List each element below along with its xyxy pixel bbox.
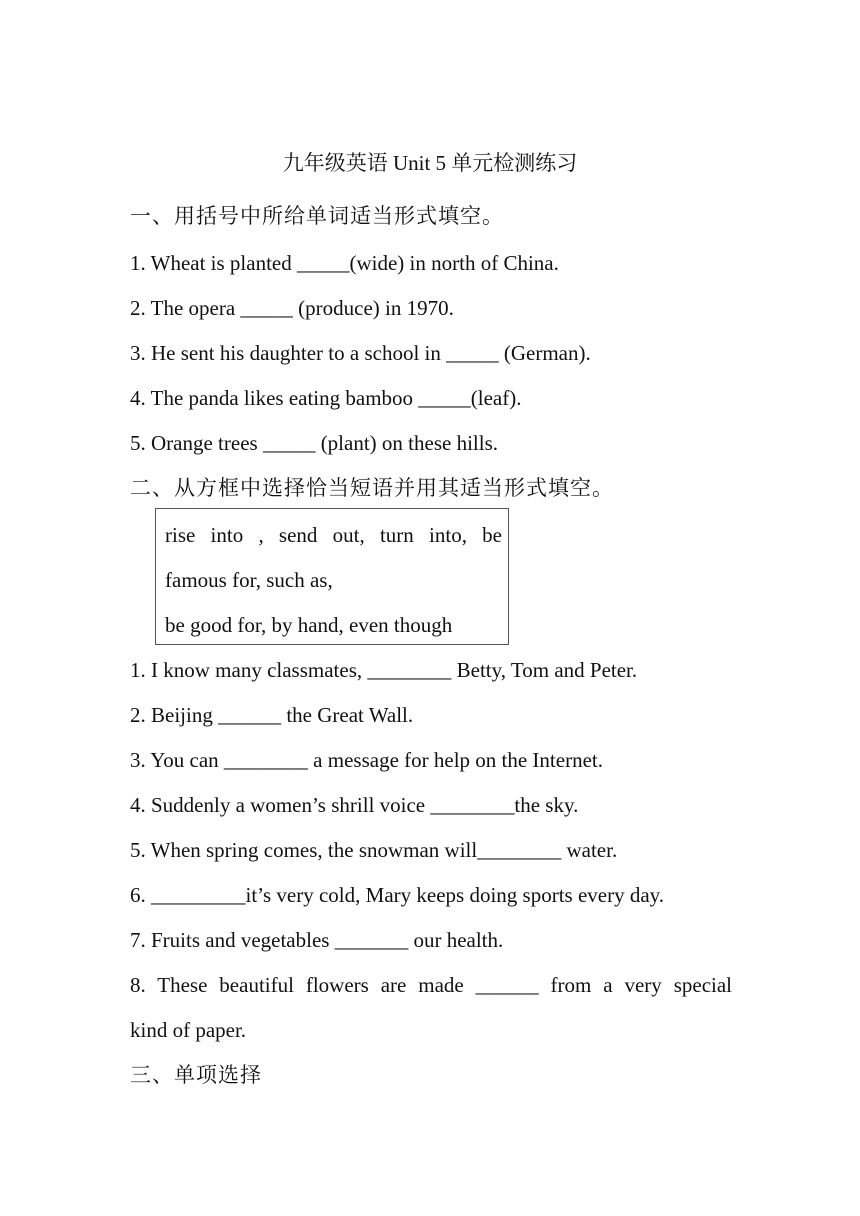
exercise-2-item-8: 8. These beautiful flowers are made ______ from a very special	[130, 973, 732, 997]
page-title: 九年级英语 Unit 5 单元检测练习	[282, 151, 578, 175]
exercise-2-item-1: 1. I know many classmates, ________ Betty, Tom and Peter.	[130, 658, 638, 682]
exercise-1-item-5: 5. Orange trees _____ (plant) on these hills.	[130, 431, 498, 455]
phrase-box-line-1: rise into , send out, turn into, be	[165, 523, 502, 547]
exercise-1-item-4: 4. The panda likes eating bamboo _____(leaf).	[130, 386, 522, 410]
section-2-heading: 二、从方框中选择恰当短语并用其适当形式填空。	[130, 476, 614, 500]
section-3-heading: 三、单项选择	[130, 1063, 262, 1087]
exercise-2-item-6: 6. _________it’s very cold, Mary keeps doing sports every day.	[130, 883, 665, 907]
exercise-2-item-5: 5. When spring comes, the snowman will________ water.	[130, 838, 618, 862]
exercise-1-item-2: 2. The opera _____ (produce) in 1970.	[130, 296, 454, 320]
phrase-box	[155, 508, 509, 645]
phrase-box-line-2: famous for, such as,	[165, 568, 333, 592]
exercise-2-item-8-continued: kind of paper.	[130, 1018, 247, 1042]
exercise-1-item-3: 3. He sent his daughter to a school in _____ (German).	[130, 341, 591, 365]
exercise-2-item-7: 7. Fruits and vegetables _______ our health.	[130, 928, 504, 952]
exercise-2-item-3: 3. You can ________ a message for help on the Internet.	[130, 748, 603, 772]
exercise-2-item-4: 4. Suddenly a women’s shrill voice ________the sky.	[130, 793, 579, 817]
exercise-1-item-1: 1. Wheat is planted _____(wide) in north of China.	[130, 251, 559, 275]
phrase-box-line-3: be good for, by hand, even though	[165, 613, 453, 637]
section-1-heading: 一、用括号中所给单词适当形式填空。	[130, 204, 504, 228]
exercise-2-item-2: 2. Beijing ______ the Great Wall.	[130, 703, 414, 727]
